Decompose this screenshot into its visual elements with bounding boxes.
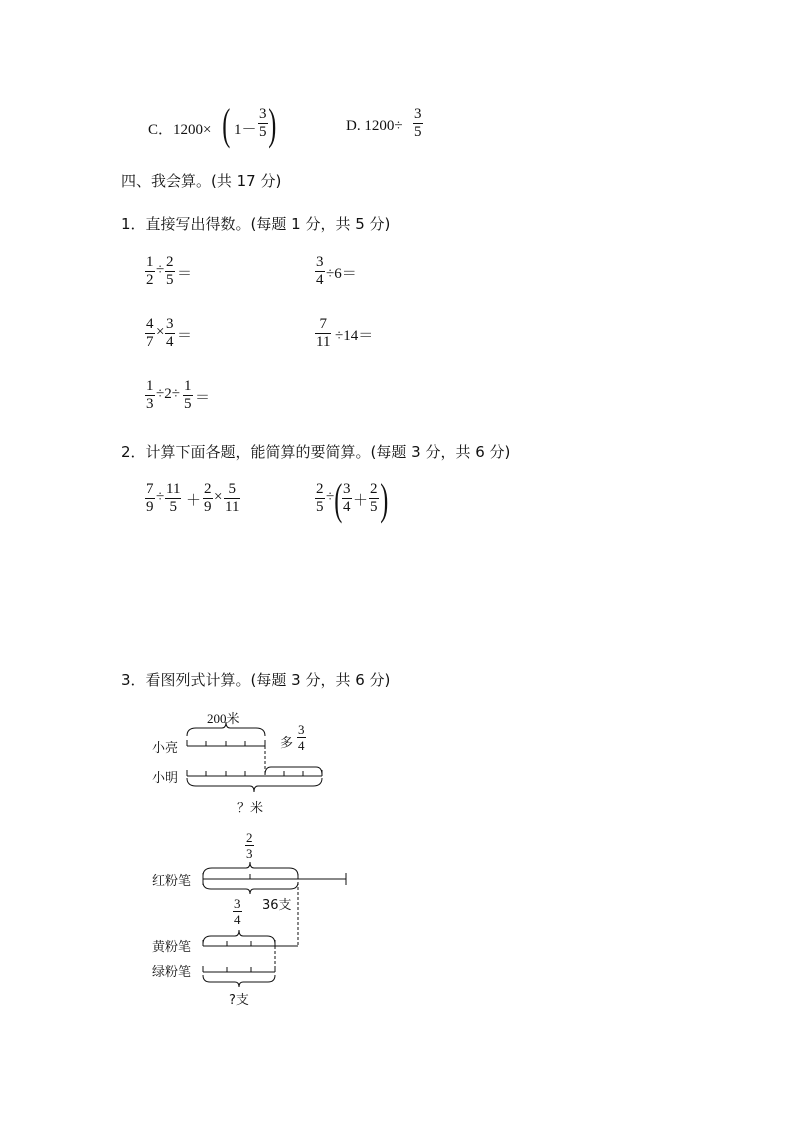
q1-item5-frac-b: $\frac{1}{5}$ bbox=[184, 378, 192, 412]
q1-item1-op: ÷ bbox=[156, 262, 165, 278]
q2-expr1-op2: ＋ bbox=[186, 493, 202, 509]
q1-item5-frac-a: $\frac{1}{3}$ bbox=[146, 378, 154, 412]
option-c-open-paren: ( bbox=[222, 100, 231, 149]
q1-item4-frac-a: $\frac{7}{11}$ bbox=[316, 316, 331, 350]
q1-item3-op: × bbox=[156, 324, 165, 340]
q2-expr2-close-paren: ) bbox=[380, 475, 389, 524]
section-4-title: 四、我会算。(共 17 分) bbox=[121, 172, 282, 190]
diagram2-bottom-label: ?支 bbox=[229, 993, 249, 1008]
q1-item3-frac-a: $\frac{4}{7}$ bbox=[146, 316, 154, 350]
q2-expr2-op2: ＋ bbox=[353, 493, 369, 509]
diagram2-row2-label: 黄粉笔 bbox=[152, 940, 192, 955]
diagram1-more-fraction: $\frac{3}{4}$ bbox=[298, 722, 305, 753]
q1-item5-eq: ＝ bbox=[195, 390, 211, 406]
diagram2-mid-label: 36支 bbox=[262, 898, 292, 913]
q1-item3-eq: ＝ bbox=[177, 328, 193, 344]
q2-expr1-frac4: $\frac{5}{11}$ bbox=[225, 481, 240, 515]
diagram2-top-fraction: $\frac{2}{3}$ bbox=[246, 830, 253, 861]
q2-expr2-open-paren: ( bbox=[334, 475, 343, 524]
q1-item2-frac-a: $\frac{3}{4}$ bbox=[316, 254, 324, 288]
q2-expr1-frac3: $\frac{2}{9}$ bbox=[204, 481, 212, 515]
diagram2-mid-fraction: $\frac{3}{4}$ bbox=[234, 896, 241, 927]
q1-item1-eq: ＝ bbox=[177, 266, 193, 282]
q2-expr1-op1: ÷ bbox=[156, 489, 165, 505]
q2-expr2-frac2: $\frac{3}{4}$ bbox=[343, 481, 351, 515]
option-d-fraction: $\frac{3}{5}$ bbox=[414, 106, 422, 140]
q1-item1-frac-b: $\frac{2}{5}$ bbox=[166, 254, 174, 288]
diagram1-more-label: 多 bbox=[280, 736, 294, 751]
diagram2-row1-label: 红粉笔 bbox=[152, 874, 192, 889]
q1-item1-frac-a: $\frac{1}{2}$ bbox=[146, 254, 154, 288]
q2-title: 2．计算下面各题，能简算的要简算。(每题 3 分，共 6 分) bbox=[121, 443, 511, 461]
diagram1-row1-label: 小亮 bbox=[152, 741, 179, 756]
q2-expr2-op1: ÷ bbox=[326, 489, 335, 505]
q1-title: 1．直接写出得数。(每题 1 分，共 5 分) bbox=[121, 215, 391, 233]
q2-expr1-frac1: $\frac{7}{9}$ bbox=[146, 481, 154, 515]
q1-item4-rest: ÷14＝ bbox=[335, 328, 374, 344]
q1-item2-rest: ÷6＝ bbox=[326, 266, 357, 282]
diagram1-top-label: 200米 bbox=[207, 711, 240, 726]
option-d-label: D. 1200÷ bbox=[346, 118, 403, 134]
q2-expr1-frac2: $\frac{11}{5}$ bbox=[166, 481, 181, 515]
q2-expr1-op3: × bbox=[214, 489, 223, 505]
diagram1-bottom-label: ？米 bbox=[237, 801, 264, 816]
q2-expr2-frac3: $\frac{2}{5}$ bbox=[370, 481, 378, 515]
option-c-label: C．1200× bbox=[148, 122, 212, 138]
option-c-one-minus: 1－ bbox=[234, 122, 257, 138]
diagram2-row3-label: 绿粉笔 bbox=[152, 965, 192, 980]
option-c-fraction: $\frac{3}{5}$ bbox=[259, 106, 267, 140]
diagram1-row2-label: 小明 bbox=[152, 771, 179, 786]
q2-expr2-frac1: $\frac{2}{5}$ bbox=[316, 481, 324, 515]
q1-item3-frac-b: $\frac{3}{4}$ bbox=[166, 316, 174, 350]
option-c-close-paren: ) bbox=[268, 100, 277, 149]
q1-item5-mid: ÷2÷ bbox=[156, 386, 180, 402]
q3-title: 3．看图列式计算。(每题 3 分，共 6 分) bbox=[121, 671, 391, 689]
